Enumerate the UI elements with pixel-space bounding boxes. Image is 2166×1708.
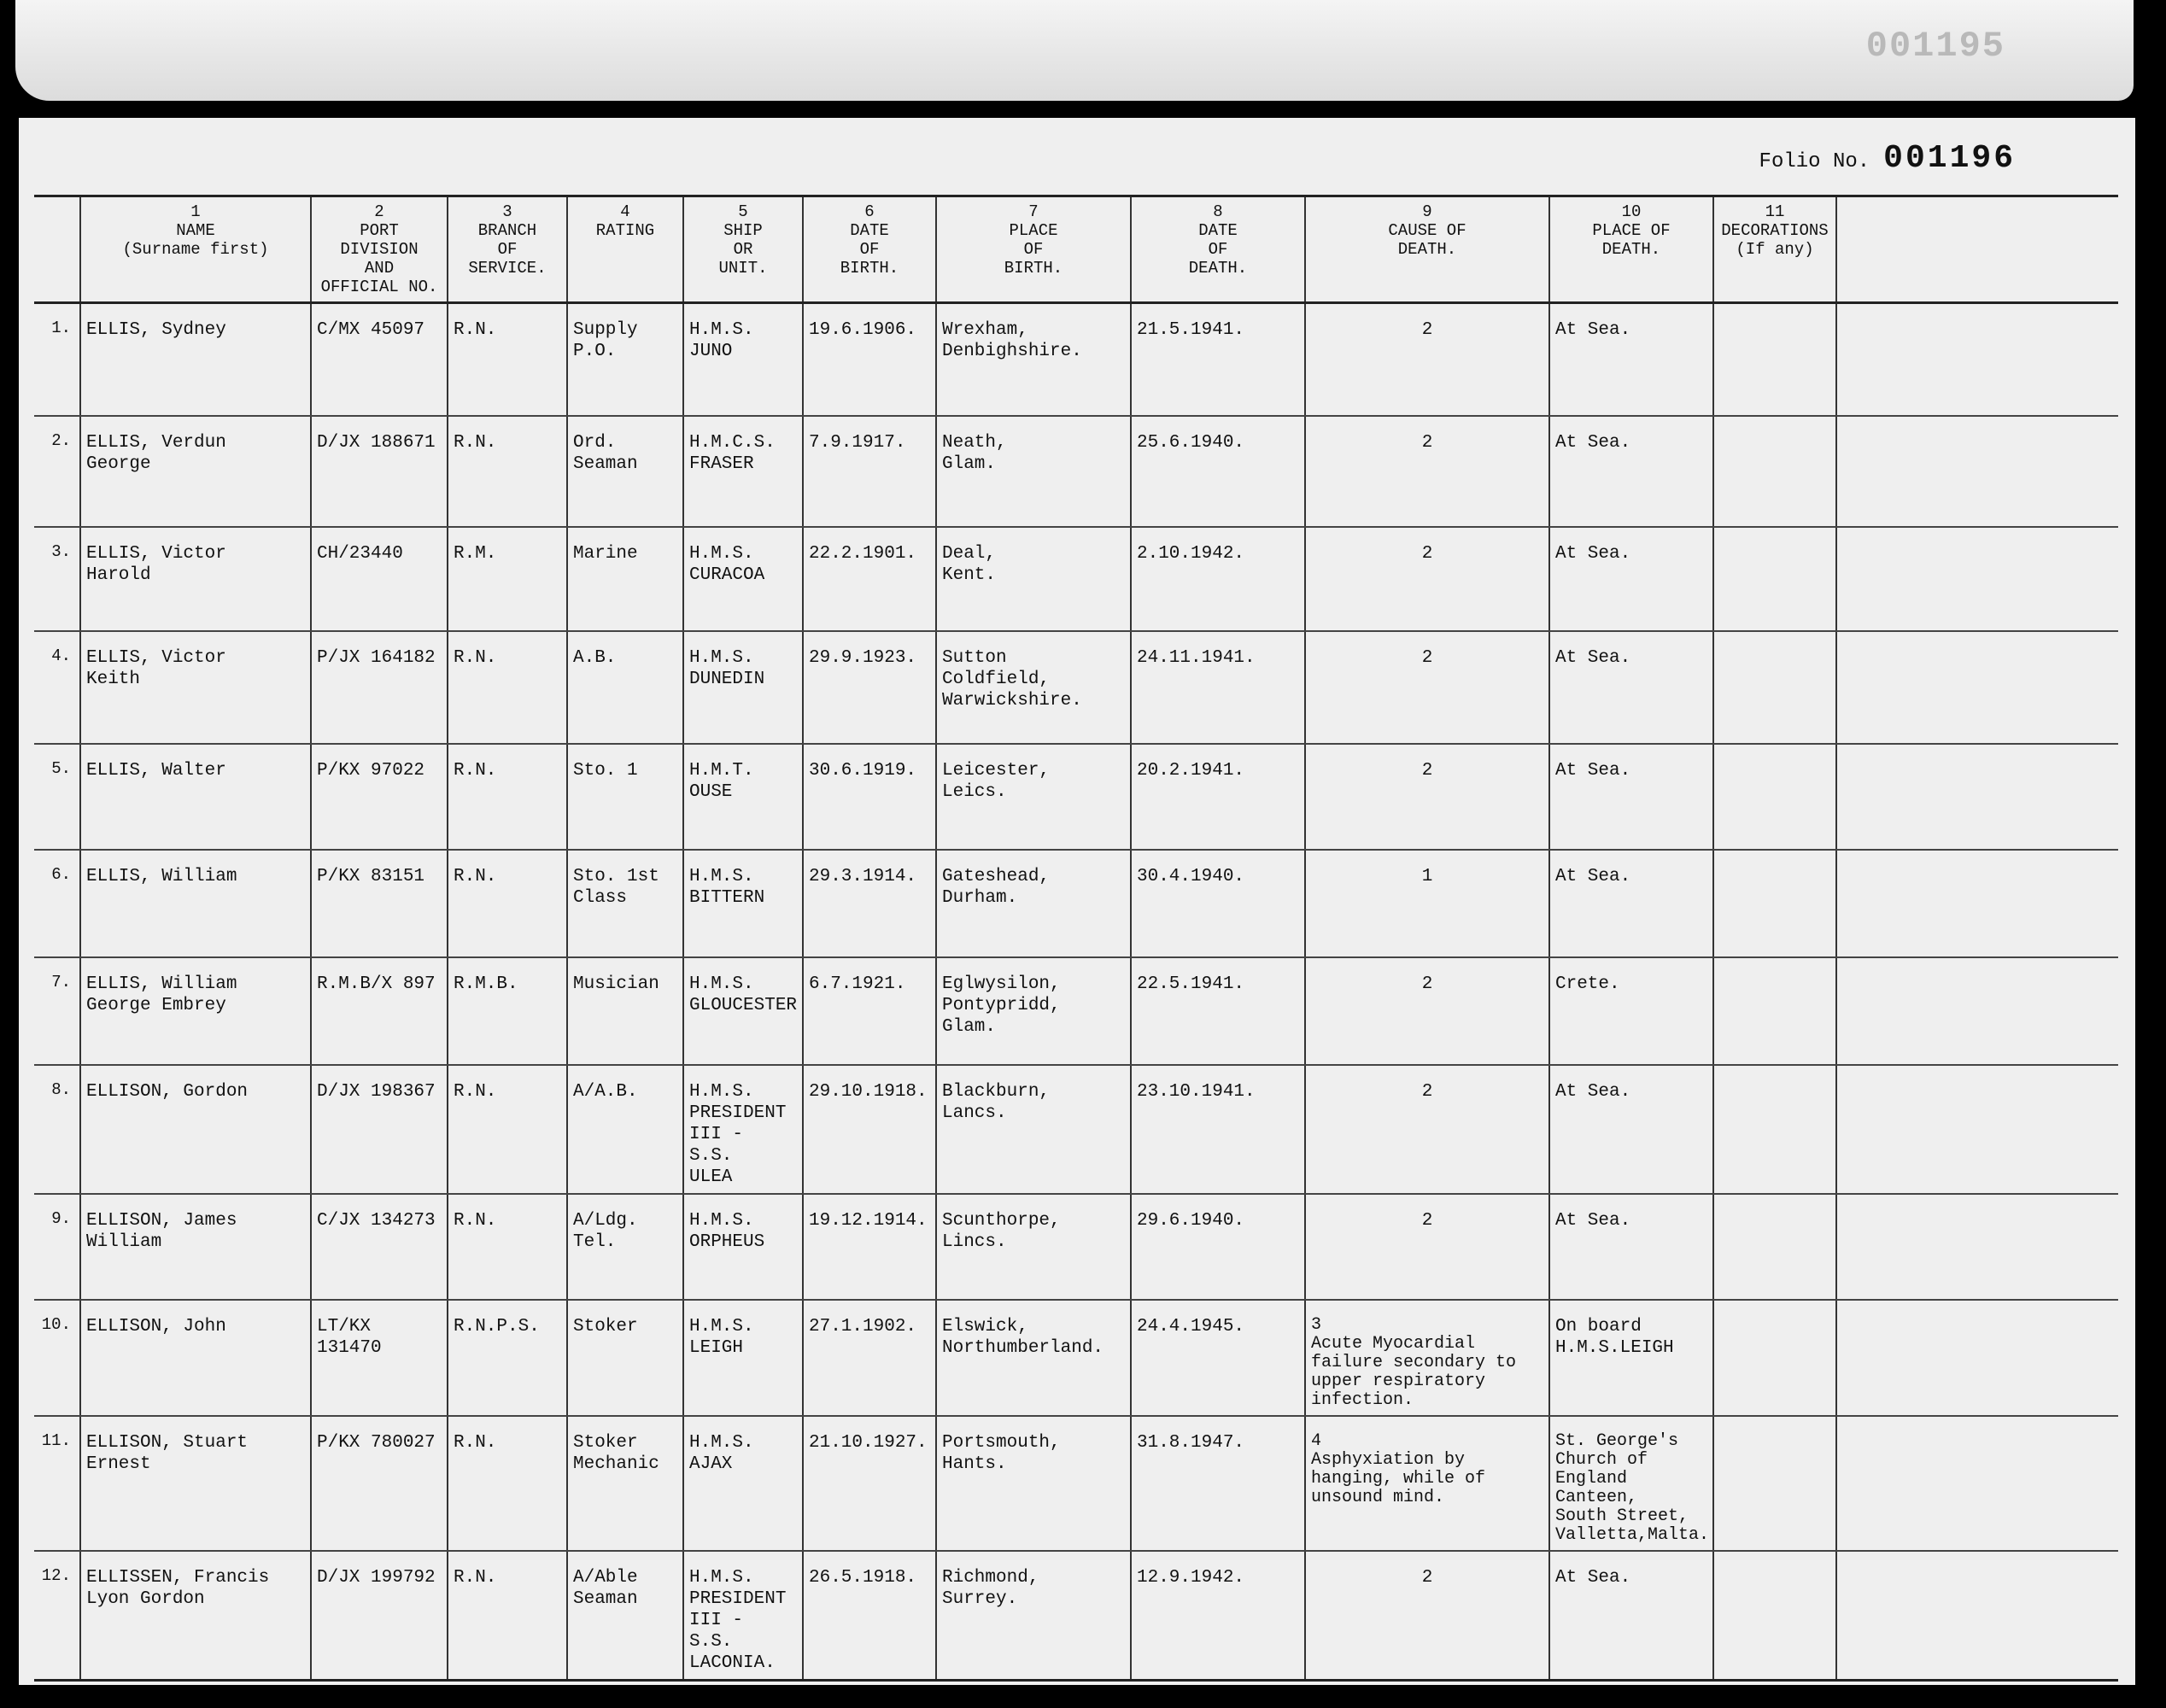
birth-place-cell: Portsmouth, Hants. [936, 1416, 1131, 1551]
ship-cell: H.M.S. PRESIDENT III - S.S. LACONIA. [683, 1551, 803, 1681]
official-number-cell: P/KX 83151 [311, 850, 448, 957]
blank-cell [1836, 1551, 2118, 1681]
cause-of-death-cell: 2 [1305, 631, 1549, 744]
death-date-cell: 24.4.1945. [1131, 1300, 1305, 1416]
branch-cell: R.N. [448, 1551, 567, 1681]
col-header-3: 3 BRANCH OF SERVICE. [448, 196, 567, 303]
official-number-cell: R.M.B/X 897 [311, 957, 448, 1065]
rating-cell: Sto. 1 [567, 744, 683, 850]
row-number: 6. [34, 850, 80, 957]
official-number-cell: D/JX 198367 [311, 1065, 448, 1194]
place-of-death-cell: Crete. [1549, 957, 1713, 1065]
decorations-cell [1713, 527, 1836, 631]
name-cell: ELLIS, Walter [80, 744, 311, 850]
row-number: 3. [34, 527, 80, 631]
birth-date-cell: 21.10.1927. [803, 1416, 936, 1551]
rating-cell: A/Able Seaman [567, 1551, 683, 1681]
birth-place-cell: Scunthorpe, Lincs. [936, 1194, 1131, 1300]
decorations-cell [1713, 416, 1836, 527]
cause-of-death-cell: 4 Asphyxiation by hanging, while of unsound mind. [1305, 1416, 1549, 1551]
cause-of-death-cell: 1 [1305, 850, 1549, 957]
decorations-cell [1713, 1300, 1836, 1416]
cause-of-death-cell: 2 [1305, 1551, 1549, 1681]
row-number: 9. [34, 1194, 80, 1300]
place-of-death-cell: St. George's Church of England Canteen, South Street, Valletta,Malta. [1549, 1416, 1713, 1551]
blank-cell [1836, 744, 2118, 850]
rating-cell: Ord. Seaman [567, 416, 683, 527]
ship-cell: H.M.S. JUNO [683, 303, 803, 416]
birth-date-cell: 22.2.1901. [803, 527, 936, 631]
decorations-cell [1713, 631, 1836, 744]
place-of-death-cell: At Sea. [1549, 303, 1713, 416]
place-of-death-cell: At Sea. [1549, 850, 1713, 957]
name-cell: ELLIS, William George Embrey [80, 957, 311, 1065]
birth-place-cell: Leicester, Leics. [936, 744, 1131, 850]
place-of-death-cell: At Sea. [1549, 744, 1713, 850]
place-of-death-cell: At Sea. [1549, 527, 1713, 631]
birth-place-cell: Wrexham, Denbighshire. [936, 303, 1131, 416]
row-number: 11. [34, 1416, 80, 1551]
col-header-5: 5 SHIP OR UNIT. [683, 196, 803, 303]
rating-cell: Marine [567, 527, 683, 631]
blank-cell [1836, 631, 2118, 744]
death-date-cell: 29.6.1940. [1131, 1194, 1305, 1300]
previous-folio-number: 001195 [1865, 26, 2005, 67]
name-cell: ELLIS, Victor Keith [80, 631, 311, 744]
cause-of-death-cell: 2 [1305, 416, 1549, 527]
register-sheet [19, 118, 2135, 1685]
row-number: 4. [34, 631, 80, 744]
ship-cell: H.M.S. PRESIDENT III - S.S. ULEA [683, 1065, 803, 1194]
place-of-death-cell: On board H.M.S.LEIGH [1549, 1300, 1713, 1416]
ship-cell: H.M.S. ORPHEUS [683, 1194, 803, 1300]
official-number-cell: C/MX 45097 [311, 303, 448, 416]
blank-cell [1836, 1065, 2118, 1194]
folio-number [1759, 140, 2016, 177]
place-of-death-cell: At Sea. [1549, 1065, 1713, 1194]
death-date-cell: 24.11.1941. [1131, 631, 1305, 744]
ship-cell: H.M.S. LEIGH [683, 1300, 803, 1416]
birth-place-cell: Sutton Coldfield, Warwickshire. [936, 631, 1131, 744]
rating-cell: Stoker [567, 1300, 683, 1416]
birth-date-cell: 27.1.1902. [803, 1300, 936, 1416]
decorations-cell [1713, 850, 1836, 957]
decorations-cell [1713, 957, 1836, 1065]
place-of-death-cell: At Sea. [1549, 1551, 1713, 1681]
ship-cell: H.M.C.S. FRASER [683, 416, 803, 527]
ship-cell: H.M.S. BITTERN [683, 850, 803, 957]
decorations-cell [1713, 1194, 1836, 1300]
birth-place-cell: Deal, Kent. [936, 527, 1131, 631]
branch-cell: R.N. [448, 1194, 567, 1300]
blank-cell [1836, 1416, 2118, 1551]
official-number-cell: P/KX 780027 [311, 1416, 448, 1551]
death-date-cell: 2.10.1942. [1131, 527, 1305, 631]
birth-date-cell: 30.6.1919. [803, 744, 936, 850]
ship-cell: H.M.S. CURACOA [683, 527, 803, 631]
name-cell: ELLIS, William [80, 850, 311, 957]
place-of-death-cell: At Sea. [1549, 416, 1713, 527]
table-row [34, 1551, 2118, 1681]
rating-cell: Musician [567, 957, 683, 1065]
birth-date-cell: 19.12.1914. [803, 1194, 936, 1300]
row-number: 5. [34, 744, 80, 850]
death-date-cell: 12.9.1942. [1131, 1551, 1305, 1681]
ship-cell: H.M.S. GLOUCESTER [683, 957, 803, 1065]
folio-label: Folio No. [1759, 150, 1870, 173]
col-header-6: 6 DATE OF BIRTH. [803, 196, 936, 303]
death-date-cell: 31.8.1947. [1131, 1416, 1305, 1551]
casualty-register-table [34, 195, 2118, 1682]
official-number-cell: LT/KX 131470 [311, 1300, 448, 1416]
blank-cell [1836, 1300, 2118, 1416]
blank-cell [1836, 527, 2118, 631]
rating-cell: A.B. [567, 631, 683, 744]
table-row [34, 1416, 2118, 1551]
blank-cell [1836, 303, 2118, 416]
cause-of-death-cell: 2 [1305, 527, 1549, 631]
official-number-cell: P/JX 164182 [311, 631, 448, 744]
table-row [34, 1065, 2118, 1194]
blank-cell [1836, 850, 2118, 957]
official-number-cell: D/JX 188671 [311, 416, 448, 527]
table-row [34, 303, 2118, 416]
decorations-cell [1713, 1065, 1836, 1194]
official-number-cell: C/JX 134273 [311, 1194, 448, 1300]
col-header-11: 11 DECORATIONS (If any) [1713, 196, 1836, 303]
table-row [34, 850, 2118, 957]
cause-of-death-cell: 3 Acute Myocardial failure secondary to upper respiratory infection. [1305, 1300, 1549, 1416]
birth-date-cell: 29.10.1918. [803, 1065, 936, 1194]
row-number: 7. [34, 957, 80, 1065]
ship-cell: H.M.T. OUSE [683, 744, 803, 850]
branch-cell: R.M.B. [448, 957, 567, 1065]
name-cell: ELLIS, Sydney [80, 303, 311, 416]
table-row [34, 1300, 2118, 1416]
row-number: 10. [34, 1300, 80, 1416]
death-date-cell: 22.5.1941. [1131, 957, 1305, 1065]
place-of-death-cell: At Sea. [1549, 1194, 1713, 1300]
branch-cell: R.N.P.S. [448, 1300, 567, 1416]
blank-cell [1836, 957, 2118, 1065]
decorations-cell [1713, 1416, 1836, 1551]
previous-sheet-edge [15, 0, 2134, 101]
col-header-9: 9 CAUSE OF DEATH. [1305, 196, 1549, 303]
col-header-7: 7 PLACE OF BIRTH. [936, 196, 1131, 303]
branch-cell: R.N. [448, 416, 567, 527]
birth-date-cell: 29.9.1923. [803, 631, 936, 744]
table-row [34, 1194, 2118, 1300]
name-cell: ELLIS, Verdun George [80, 416, 311, 527]
row-number: 12. [34, 1551, 80, 1681]
rating-cell: Stoker Mechanic [567, 1416, 683, 1551]
birth-place-cell: Gateshead, Durham. [936, 850, 1131, 957]
name-cell: ELLIS, Victor Harold [80, 527, 311, 631]
rating-cell: Sto. 1st Class [567, 850, 683, 957]
name-cell: ELLISON, James William [80, 1194, 311, 1300]
table-row [34, 631, 2118, 744]
branch-cell: R.N. [448, 1416, 567, 1551]
col-header-8: 8 DATE OF DEATH. [1131, 196, 1305, 303]
table-row [34, 744, 2118, 850]
row-number: 2. [34, 416, 80, 527]
row-number: 1. [34, 303, 80, 416]
branch-cell: R.N. [448, 1065, 567, 1194]
ship-cell: H.M.S. AJAX [683, 1416, 803, 1551]
folio-value: 001196 [1883, 140, 2016, 177]
official-number-cell: P/KX 97022 [311, 744, 448, 850]
official-number-cell: CH/23440 [311, 527, 448, 631]
col-header-4: 4 RATING [567, 196, 683, 303]
rating-cell: A/Ldg. Tel. [567, 1194, 683, 1300]
death-date-cell: 23.10.1941. [1131, 1065, 1305, 1194]
cause-of-death-cell: 2 [1305, 1065, 1549, 1194]
cause-of-death-cell: 2 [1305, 957, 1549, 1065]
birth-date-cell: 19.6.1906. [803, 303, 936, 416]
table-row [34, 957, 2118, 1065]
blank-cell [1836, 1194, 2118, 1300]
rating-cell: A/A.B. [567, 1065, 683, 1194]
blank-column-header [1836, 196, 2118, 303]
birth-date-cell: 26.5.1918. [803, 1551, 936, 1681]
col-header-2: 2 PORT DIVISION AND OFFICIAL NO. [311, 196, 448, 303]
cause-of-death-cell: 2 [1305, 744, 1549, 850]
branch-cell: R.M. [448, 527, 567, 631]
row-number: 8. [34, 1065, 80, 1194]
death-date-cell: 20.2.1941. [1131, 744, 1305, 850]
rating-cell: Supply P.O. [567, 303, 683, 416]
branch-cell: R.N. [448, 850, 567, 957]
birth-date-cell: 29.3.1914. [803, 850, 936, 957]
blank-cell [1836, 416, 2118, 527]
official-number-cell: D/JX 199792 [311, 1551, 448, 1681]
decorations-cell [1713, 1551, 1836, 1681]
birth-place-cell: Elswick, Northumberland. [936, 1300, 1131, 1416]
name-cell: ELLISON, Gordon [80, 1065, 311, 1194]
column-header-row [34, 196, 2118, 303]
branch-cell: R.N. [448, 744, 567, 850]
death-date-cell: 25.6.1940. [1131, 416, 1305, 527]
decorations-cell [1713, 744, 1836, 850]
birth-place-cell: Neath, Glam. [936, 416, 1131, 527]
cause-of-death-cell: 2 [1305, 1194, 1549, 1300]
name-cell: ELLISSEN, Francis Lyon Gordon [80, 1551, 311, 1681]
cause-of-death-cell: 2 [1305, 303, 1549, 416]
birth-place-cell: Richmond, Surrey. [936, 1551, 1131, 1681]
branch-cell: R.N. [448, 303, 567, 416]
birth-date-cell: 7.9.1917. [803, 416, 936, 527]
birth-place-cell: Blackburn, Lancs. [936, 1065, 1131, 1194]
table-row [34, 416, 2118, 527]
birth-date-cell: 6.7.1921. [803, 957, 936, 1065]
ship-cell: H.M.S. DUNEDIN [683, 631, 803, 744]
name-cell: ELLISON, Stuart Ernest [80, 1416, 311, 1551]
col-header-1: 1 NAME (Surname first) [80, 196, 311, 303]
col-header-10: 10 PLACE OF DEATH. [1549, 196, 1713, 303]
birth-place-cell: Eglwysilon, Pontypridd, Glam. [936, 957, 1131, 1065]
table-row [34, 527, 2118, 631]
death-date-cell: 21.5.1941. [1131, 303, 1305, 416]
branch-cell: R.N. [448, 631, 567, 744]
name-cell: ELLISON, John [80, 1300, 311, 1416]
decorations-cell [1713, 303, 1836, 416]
place-of-death-cell: At Sea. [1549, 631, 1713, 744]
death-date-cell: 30.4.1940. [1131, 850, 1305, 957]
